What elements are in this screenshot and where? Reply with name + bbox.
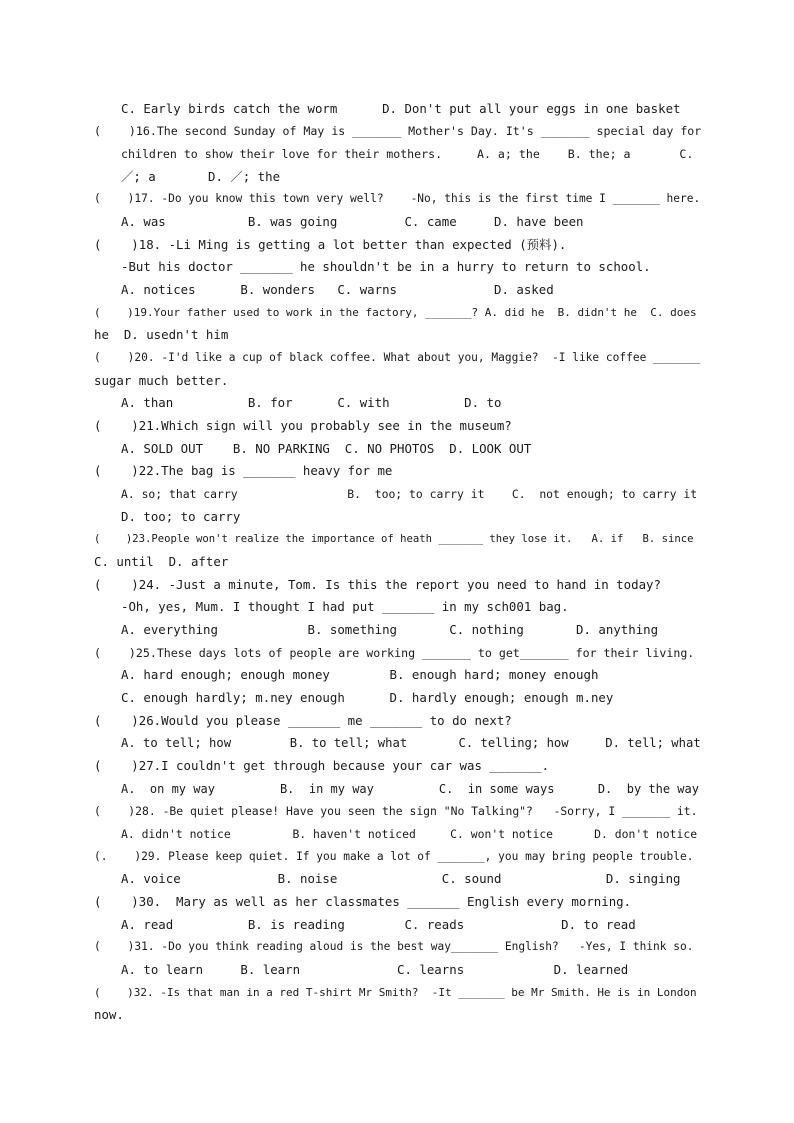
question-26: ( )26.Would you please _______ me _______ to do next? (94, 713, 512, 728)
question-22: ( )22.The bag is _______ heavy for me (94, 463, 393, 478)
question-25-options-ab: A. hard enough; enough money B. enough hard; money enough (121, 667, 599, 682)
question-16: ( )16.The second Sunday of May is _______ Mother's Day. It's _______ special day for (94, 124, 702, 138)
question-30-options: A. read B. is reading C. reads D. to read (121, 917, 636, 932)
question-24: ( )24. -Just a minute, Tom. Is this the report you need to hand in today? (94, 577, 661, 592)
question-30: ( )30. Mary as well as her classmates _______ English every morning. (94, 894, 632, 909)
question-20-cont: sugar much better. (94, 373, 229, 388)
question-16-cont: children to show their love for their mothers. A. a; the B. the; a C. (121, 147, 694, 161)
question-28-options: A. didn't notice B. haven't noticed C. won't notice D. don't notice (121, 827, 698, 841)
question-22-options: A. so; that carry B. too; to carry it C. not enough; to carry it (121, 487, 698, 501)
question-17: ( )17. -Do you know this town very well? -No, this is the first time I _______ here. (94, 192, 701, 205)
question-16-options: ／; a D. ／; the (121, 169, 281, 184)
question-21: ( )21.Which sign will you probably see in the museum? (94, 418, 512, 433)
question-21-options: A. SOLD OUT B. NO PARKING C. NO PHOTOS D. LOOK OUT (121, 441, 532, 456)
question-18-cont: -But his doctor _______ he shouldn't be in a hurry to return to school. (121, 259, 651, 274)
question-20-options: A. than B. for C. with D. to (121, 395, 502, 410)
option-line: C. Early birds catch the worm D. Don't put all your eggs in one basket (121, 101, 681, 116)
question-28: ( )28. -Be quiet please! Have you seen the sign "No Talking"? -Sorry, I _______ it. (94, 804, 698, 818)
question-32: ( )32. -Is that man in a red T-shirt Mr Smith? -It _______ be Mr Smith. He is in London (94, 986, 697, 999)
question-18-options: A. notices B. wonders C. warns D. asked (121, 282, 554, 297)
question-23: ( )23.People won't realize the importance of heath _______ they lose it. A. if B. since (94, 533, 694, 545)
question-27-options: A. on my way B. in my way C. in some ways D. by the way (121, 782, 699, 796)
question-29: (. )29. Please keep quiet. If you make a lot of _______, you may bring people trouble. (94, 850, 694, 863)
question-26-options: A. to tell; how B. to tell; what C. telling; how D. tell; what (121, 736, 701, 750)
question-19: ( )19.Your father used to work in the factory, _______? A. did he B. didn't he C. does (94, 306, 697, 319)
question-32-cont: now. (94, 1007, 124, 1022)
question-27: ( )27.I couldn't get through because your car was _______. (94, 758, 550, 773)
question-19-cont: he D. usedn't him (94, 327, 229, 342)
question-25-options-cd: C. enough hardly; m.ney enough D. hardly enough; enough m.ney (121, 690, 614, 705)
question-31-options: A. to learn B. learn C. learns D. learned (121, 962, 629, 977)
question-29-options: A. voice B. noise C. sound D. singing (121, 871, 681, 886)
question-31: ( )31. -Do you think reading aloud is the best way_______ English? -Yes, I think so. (94, 940, 694, 953)
question-23-cont: C. until D. after (94, 554, 229, 569)
question-20: ( )20. -I'd like a cup of black coffee. What about you, Maggie? -I like coffee _______ (94, 351, 701, 364)
question-22-options-cont: D. too; to carry (121, 509, 241, 524)
question-24-options: A. everything B. something C. nothing D. anything (121, 622, 659, 637)
question-25: ( )25.These days lots of people are working _______ to get_______ for their living. (94, 646, 695, 660)
question-24-cont: -Oh, yes, Mum. I thought I had put _______ in my sch001 bag. (121, 599, 569, 614)
question-17-options: A. was B. was going C. came D. have been (121, 214, 584, 229)
question-18: ( )18. -Li Ming is getting a lot better than expected (预料). (94, 237, 567, 252)
